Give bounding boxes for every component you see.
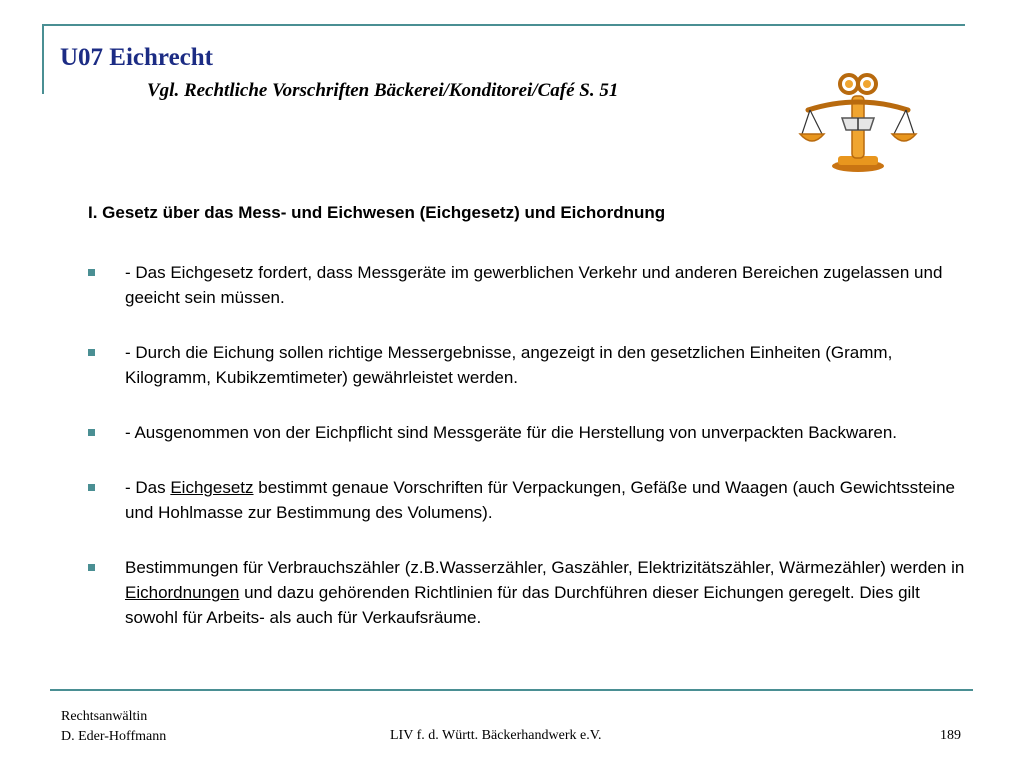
section-heading: I. Gesetz über das Mess- und Eichwesen (Eichgesetz) und Eichordnung	[88, 203, 666, 222]
square-bullet-icon	[88, 564, 95, 571]
balance-scale-icon	[798, 68, 918, 176]
footer-author-title: Rechtsanwältin	[61, 709, 148, 724]
bottom-rule	[50, 689, 973, 691]
bullet-text-pre: Bestimmungen für Verbrauchszähler (z.B.Wasserzähler, Gaszähler, Elektrizitätszähler, Wärmezähler) werden in	[125, 558, 965, 577]
slide-title: U07 Eichrecht	[60, 44, 213, 71]
bullet-text-post: und dazu gehörenden Richtlinien für das Durchführen dieser Eichungen geregelt. Dies gilt sowohl für Arbeits- als auch für Verkaufsräume.	[125, 583, 920, 627]
square-bullet-icon	[88, 484, 95, 491]
page-number: 189	[940, 728, 961, 743]
list-item	[88, 475, 968, 525]
list-item	[88, 340, 968, 390]
square-bullet-icon	[88, 349, 95, 356]
bullet-text: - Ausgenommen von der Eichpflicht sind Messgeräte für die Herstellung von unverpackten Backwaren.	[125, 423, 898, 442]
list-item	[88, 420, 968, 445]
bullet-list	[88, 260, 968, 660]
eichgesetz-link[interactable]: Eichgesetz	[170, 478, 254, 497]
slide-subtitle: Vgl. Rechtliche Vorschriften Bäckerei/Konditorei/Café S. 51	[147, 80, 619, 101]
eichordnungen-link[interactable]: Eichordnungen	[125, 583, 240, 602]
bullet-text: - Durch die Eichung sollen richtige Messergebnisse, angezeigt in den gesetzlichen Einheiten (Gramm, Kilogramm, Kubikzemtimeter) gewährleistet werden.	[125, 343, 893, 387]
footer-author-name: D. Eder-Hoffmann	[61, 729, 167, 744]
square-bullet-icon	[88, 269, 95, 276]
square-bullet-icon	[88, 429, 95, 436]
list-item	[88, 260, 968, 310]
footer-organization: LIV f. d. Württ. Bäckerhandwerk e.V.	[390, 728, 602, 743]
top-rule	[42, 24, 965, 26]
bullet-text-post: bestimmt genaue Vorschriften für Verpackungen, Gefäße und Waagen (auch Gewichtssteine und Hohlmasse zur Bestimmung des Volumens).	[125, 478, 955, 522]
bullet-text: - Das Eichgesetz fordert, dass Messgeräte im gewerblichen Verkehr und anderen Bereichen zugelassen und geeicht sein müssen.	[125, 263, 943, 307]
left-rule	[42, 24, 44, 94]
bullet-text-pre: - Das	[125, 478, 171, 497]
list-item	[88, 555, 968, 630]
footer-author	[61, 707, 166, 747]
